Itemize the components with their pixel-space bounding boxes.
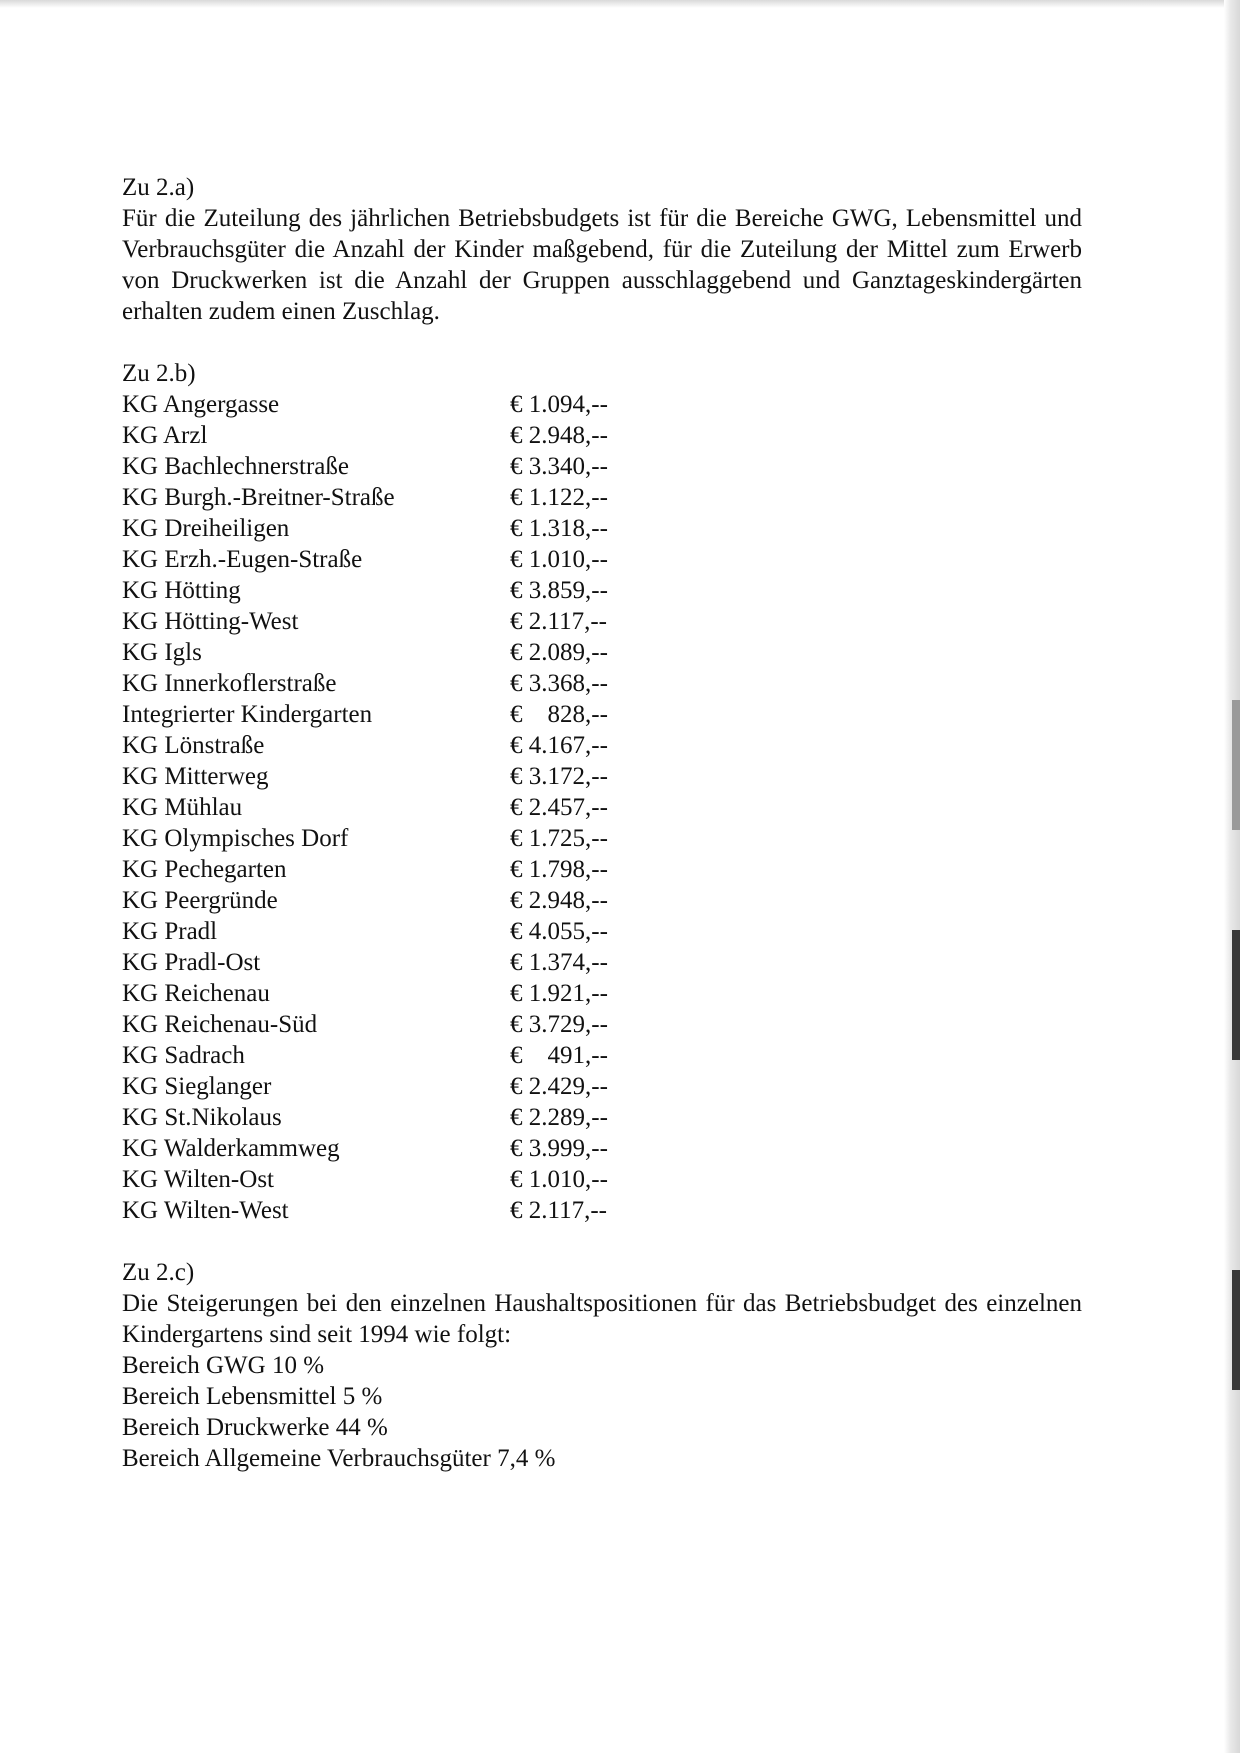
budget-list	[122, 389, 1082, 1226]
budget-amount: € 3.340,--	[510, 453, 608, 480]
budget-amount: € 2.457,--	[510, 794, 608, 821]
scan-mark	[1232, 700, 1240, 830]
budget-row	[122, 389, 1082, 420]
kindergarten-name: KG Peergründe	[122, 887, 278, 914]
budget-row	[122, 699, 1082, 730]
kindergarten-name: KG Walderkammweg	[122, 1135, 340, 1162]
budget-row	[122, 513, 1082, 544]
section-a	[122, 172, 1082, 327]
budget-amount: € 828,--	[510, 701, 608, 728]
budget-row	[122, 916, 1082, 947]
section-b	[122, 358, 1082, 1226]
budget-amount: € 3.999,--	[510, 1135, 608, 1162]
budget-row	[122, 1164, 1082, 1195]
budget-amount: € 1.921,--	[510, 980, 608, 1007]
budget-row	[122, 606, 1082, 637]
kindergarten-name: KG Dreiheiligen	[122, 515, 290, 542]
increase-item: Bereich Allgemeine Verbrauchsgüter 7,4 %	[122, 1445, 556, 1472]
budget-row	[122, 792, 1082, 823]
scan-edge-top	[0, 0, 1240, 8]
kindergarten-name: KG Reichenau	[122, 980, 270, 1007]
kindergarten-name: KG Wilten-West	[122, 1197, 289, 1224]
scan-mark	[1232, 1270, 1240, 1390]
kindergarten-name: KG Mitterweg	[122, 763, 269, 790]
section-b-title: Zu 2.b)	[122, 360, 196, 387]
budget-amount: € 3.859,--	[510, 577, 608, 604]
budget-amount: € 2.948,--	[510, 887, 608, 914]
budget-amount: € 1.318,--	[510, 515, 608, 542]
budget-amount: € 2.089,--	[510, 639, 608, 666]
budget-row	[122, 761, 1082, 792]
budget-row	[122, 637, 1082, 668]
kindergarten-name: KG Olympisches Dorf	[122, 825, 349, 852]
kindergarten-name: KG Hötting-West	[122, 608, 299, 635]
kindergarten-name: KG Erzh.-Eugen-Straße	[122, 546, 363, 573]
budget-amount: € 491,--	[510, 1042, 608, 1069]
section-c-text: Die Steigerungen bei den einzelnen Haushaltspositionen für das Betriebsbudget des einzelnen Kindergartens sind seit 1994 wie folgt:	[122, 1290, 1082, 1348]
budget-amount: € 4.055,--	[510, 918, 608, 945]
budget-amount: € 2.948,--	[510, 422, 608, 449]
document-page	[122, 172, 1082, 1474]
budget-row	[122, 978, 1082, 1009]
budget-amount: € 1.010,--	[510, 546, 608, 573]
budget-amount: € 4.167,--	[510, 732, 608, 759]
kindergarten-name: KG Wilten-Ost	[122, 1166, 274, 1193]
budget-row	[122, 1009, 1082, 1040]
budget-amount: € 2.289,--	[510, 1104, 608, 1131]
kindergarten-name: KG Bachlechnerstraße	[122, 453, 349, 480]
budget-row	[122, 947, 1082, 978]
budget-amount: € 1.374,--	[510, 949, 608, 976]
budget-amount: € 2.429,--	[510, 1073, 608, 1100]
increase-item: Bereich Lebensmittel 5 %	[122, 1383, 383, 1410]
kindergarten-name: KG St.Nikolaus	[122, 1104, 282, 1131]
budget-row	[122, 482, 1082, 513]
budget-amount: € 3.729,--	[510, 1011, 608, 1038]
budget-row	[122, 575, 1082, 606]
budget-row	[122, 854, 1082, 885]
budget-amount: € 3.368,--	[510, 670, 608, 697]
budget-amount: € 1.122,--	[510, 484, 608, 511]
budget-amount: € 1.725,--	[510, 825, 608, 852]
section-a-title: Zu 2.a)	[122, 174, 195, 201]
budget-row	[122, 420, 1082, 451]
budget-amount: € 2.117,--	[510, 608, 607, 635]
kindergarten-name: KG Hötting	[122, 577, 241, 604]
kindergarten-name: KG Pradl-Ost	[122, 949, 261, 976]
section-c	[122, 1257, 1082, 1474]
kindergarten-name: KG Reichenau-Süd	[122, 1011, 318, 1038]
budget-row	[122, 1071, 1082, 1102]
budget-amount: € 3.172,--	[510, 763, 608, 790]
kindergarten-name: KG Sieglanger	[122, 1073, 272, 1100]
budget-row	[122, 1102, 1082, 1133]
scan-mark	[1232, 930, 1240, 1060]
budget-row	[122, 1040, 1082, 1071]
budget-row	[122, 451, 1082, 482]
budget-row	[122, 1195, 1082, 1226]
kindergarten-name: KG Mühlau	[122, 794, 243, 821]
kindergarten-name: KG Innerkoflerstraße	[122, 670, 337, 697]
budget-row	[122, 544, 1082, 575]
budget-row	[122, 1133, 1082, 1164]
kindergarten-name: KG Pradl	[122, 918, 218, 945]
kindergarten-name: KG Lönstraße	[122, 732, 265, 759]
budget-row	[122, 668, 1082, 699]
section-a-text: Für die Zuteilung des jährlichen Betriebsbudgets ist für die Bereiche GWG, Lebensmittel und Verbrauchsgüter die Anzahl der Kinder maßgebend, für die Zuteilung der Mittel zum Erwerb von Druckwerken ist die Anzahl der Gruppen ausschlaggebend und Ganztageskindergärten erhalten zudem einen Zuschlag.	[122, 205, 1082, 325]
budget-row	[122, 730, 1082, 761]
kindergarten-name: KG Igls	[122, 639, 202, 666]
increase-item: Bereich Druckwerke 44 %	[122, 1414, 388, 1441]
budget-amount: € 2.117,--	[510, 1197, 607, 1224]
budget-amount: € 1.010,--	[510, 1166, 608, 1193]
kindergarten-name: KG Pechegarten	[122, 856, 287, 883]
budget-row	[122, 823, 1082, 854]
kindergarten-name: KG Sadrach	[122, 1042, 245, 1069]
spacer	[122, 1226, 1082, 1257]
budget-amount: € 1.798,--	[510, 856, 608, 883]
kindergarten-name: KG Angergasse	[122, 391, 280, 418]
kindergarten-name: Integrierter Kindergarten	[122, 701, 373, 728]
scan-edge-right	[1224, 0, 1240, 1753]
kindergarten-name: KG Burgh.-Breitner-Straße	[122, 484, 395, 511]
budget-amount: € 1.094,--	[510, 391, 608, 418]
increase-item: Bereich GWG 10 %	[122, 1352, 325, 1379]
section-c-title: Zu 2.c)	[122, 1259, 195, 1286]
kindergarten-name: KG Arzl	[122, 422, 208, 449]
budget-row	[122, 885, 1082, 916]
spacer	[122, 327, 1082, 358]
